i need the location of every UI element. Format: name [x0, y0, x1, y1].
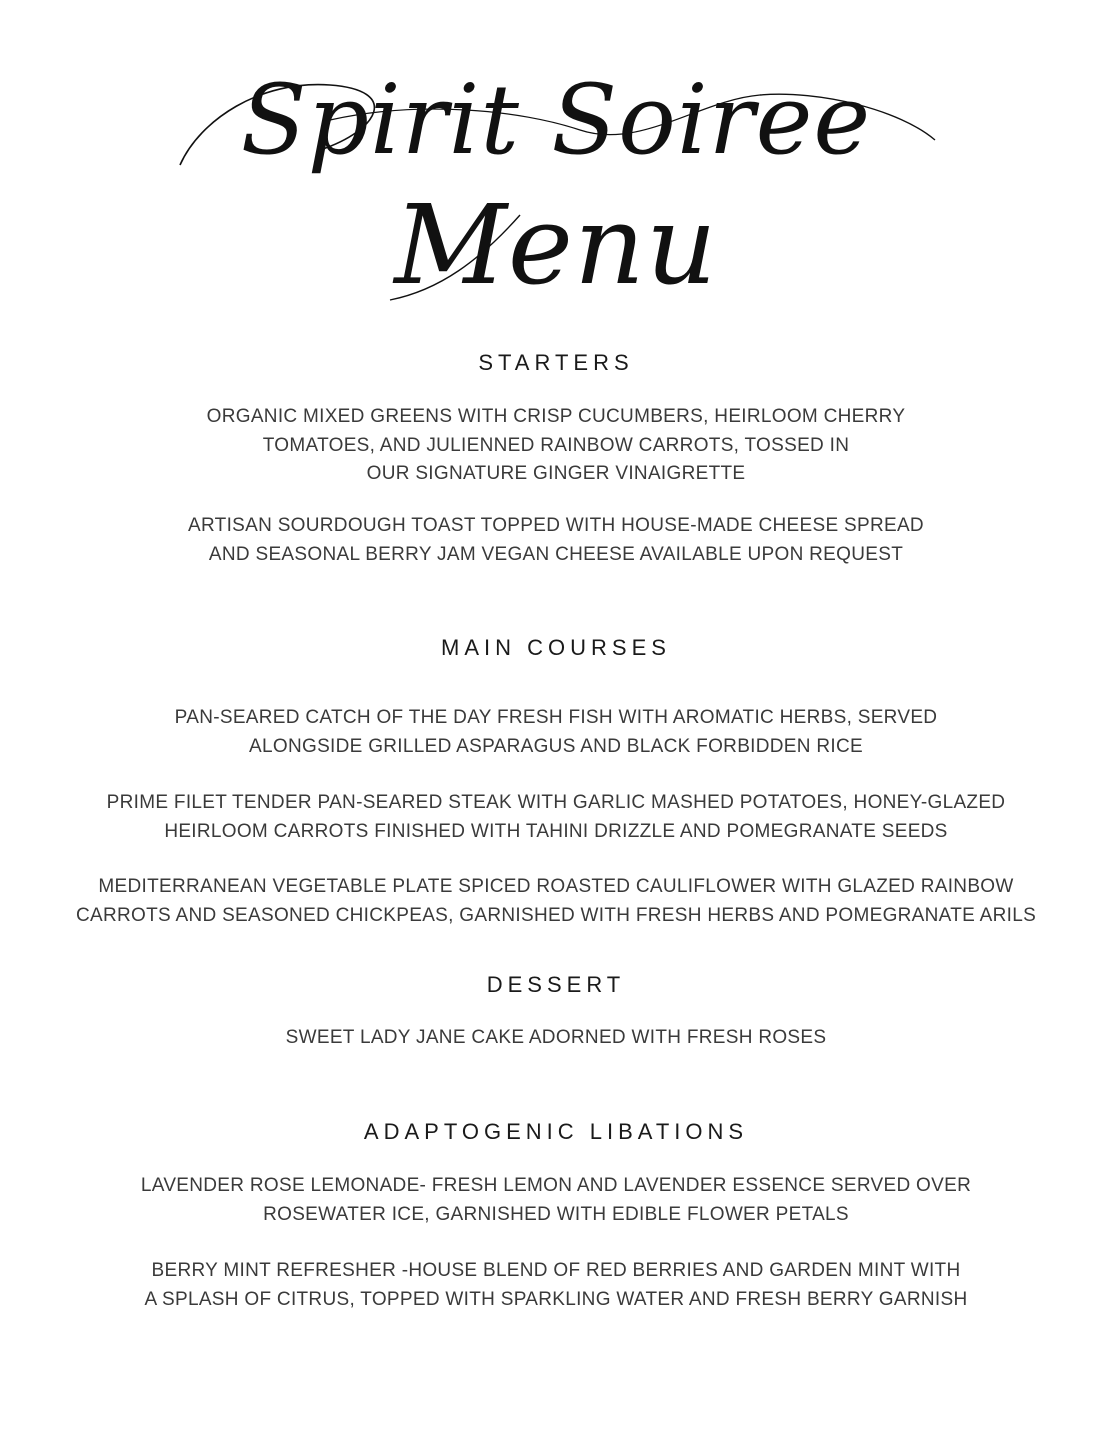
menu-item: [20, 789, 1092, 846]
menu-item-line: SWEET LADY JANE CAKE ADORNED WITH FRESH ROSES: [285, 1027, 827, 1048]
menu-item-line: BERRY MINT REFRESHER -HOUSE BLEND OF RED BERRIES AND GARDEN MINT WITH: [151, 1260, 961, 1281]
menu-item-line: OUR SIGNATURE GINGER VINAIGRETTE: [366, 463, 746, 484]
menu-item: [20, 873, 1092, 930]
menu-item-line: LAVENDER ROSE LEMONADE- FRESH LEMON AND LAVENDER ESSENCE SERVED OVER: [140, 1175, 972, 1196]
menu-title-line1: Spirit Soiree: [240, 64, 872, 176]
menu-item-line: ALONGSIDE GRILLED ASPARAGUS AND BLACK FORBIDDEN RICE: [249, 735, 863, 757]
menu-item-line: ROSEWATER ICE, GARNISHED WITH EDIBLE FLOWER PETALS: [263, 1203, 849, 1225]
menu-item-line: TOMATOES, AND JULIENNED RAINBOW CARROTS, TOSSED IN: [262, 434, 850, 456]
menu-item: [20, 704, 1092, 761]
section-heading-starters: STARTERS: [478, 350, 634, 375]
menu-item: [20, 403, 1092, 489]
menu-item: [20, 1024, 1092, 1053]
menu-item-line: HEIRLOOM CARROTS FINISHED WITH TAHINI DRIZZLE AND POMEGRANATE SEEDS: [164, 820, 948, 842]
menu-item-line: PRIME FILET TENDER PAN-SEARED STEAK WITH GARLIC MASHED POTATOES, HONEY-GLAZED: [106, 792, 1006, 813]
menu-item: [20, 1172, 1092, 1229]
menu-title-line2: Menu: [394, 181, 718, 309]
menu-item: [20, 1257, 1092, 1314]
section-heading-dessert: DESSERT: [486, 972, 626, 997]
menu-item-line: AND SEASONAL BERRY JAM VEGAN CHEESE AVAILABLE UPON REQUEST: [208, 543, 904, 565]
menu-item-line: MEDITERRANEAN VEGETABLE PLATE SPICED ROASTED CAULIFLOWER WITH GLAZED RAINBOW: [98, 876, 1014, 897]
menu-item-line: CARROTS AND SEASONED CHICKPEAS, GARNISHED WITH FRESH HERBS AND POMEGRANATE ARILS: [75, 904, 1037, 926]
menu-item-line: A SPLASH OF CITRUS, TOPPED WITH SPARKLING WATER AND FRESH BERRY GARNISH: [144, 1288, 968, 1310]
menu-item-line: ORGANIC MIXED GREENS WITH CRISP CUCUMBERS, HEIRLOOM CHERRY: [206, 406, 906, 427]
menu-item-line: PAN-SEARED CATCH OF THE DAY FRESH FISH WITH AROMATIC HERBS, SERVED: [174, 707, 938, 728]
menu-item: [20, 512, 1092, 569]
menu-item-line: ARTISAN SOURDOUGH TOAST TOPPED WITH HOUSE-MADE CHEESE SPREAD: [188, 515, 924, 536]
section-heading-adaptogenic-libations: ADAPTOGENIC LIBATIONS: [363, 1119, 749, 1144]
section-heading-main-courses: MAIN COURSES: [441, 635, 671, 660]
